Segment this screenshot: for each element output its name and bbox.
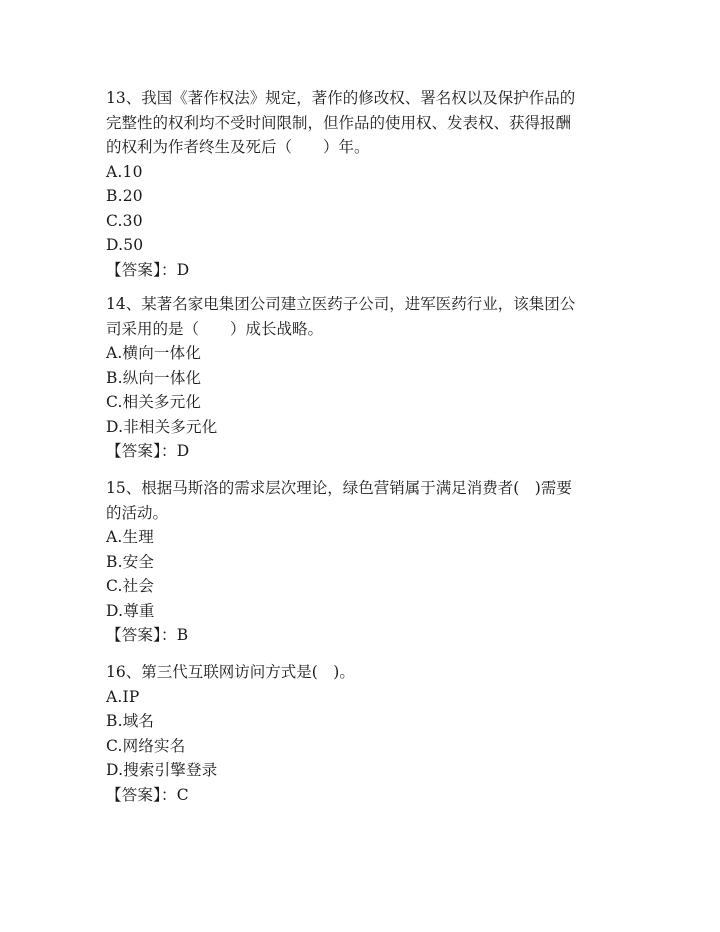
question-stem-line: 完整性的权利均不受时间限制，但作品的使用权、发表权、获得报酬 (106, 113, 572, 132)
option-c: C.网络实名 (106, 736, 186, 755)
option-b: B.域名 (106, 712, 155, 730)
answer-line: 【答案】：B (106, 626, 189, 644)
answer-line: 【答案】：C (106, 785, 189, 804)
option-c: C.社会 (106, 577, 155, 595)
question-stem-line: 的权利为作者终生及死后（ ）年。 (106, 138, 370, 156)
option-d: D.尊重 (106, 601, 155, 620)
option-b: B.纵向一体化 (106, 368, 202, 387)
option-a: A.生理 (106, 528, 154, 546)
question-16 (106, 660, 612, 807)
question-stem-line: 13、我国《著作权法》规定，著作的修改权、署名权以及保护作品的 (106, 89, 576, 107)
question-15 (106, 476, 612, 648)
option-d: D.50 (106, 236, 144, 254)
question-stem-line: 16、第三代互联网访问方式是( )。 (106, 663, 355, 681)
option-d: D.搜索引擎登录 (106, 761, 218, 779)
answer-line: 【答案】：D (106, 442, 190, 460)
answer-line: 【答案】：D (106, 260, 190, 279)
option-b: B.安全 (106, 552, 155, 571)
question-stem-line: 的活动。 (106, 503, 169, 522)
option-b: B.20 (106, 187, 143, 205)
option-c: C.30 (106, 211, 143, 230)
question-stem-line: 15、根据马斯洛的需求层次理论，绿色营销属于满足消费者( )需要 (106, 479, 572, 497)
option-a: A.横向一体化 (106, 344, 202, 362)
option-d: D.非相关多元化 (106, 417, 218, 436)
option-c: C.相关多元化 (106, 393, 202, 411)
question-13 (106, 86, 612, 282)
option-a: A.IP (106, 687, 140, 706)
option-a: A.10 (106, 162, 143, 181)
question-stem-line: 14、某著名家电集团公司建立医药子公司，进军医药行业，该集团公 (106, 295, 576, 313)
question-stem-line: 司采用的是（ ）成长战略。 (106, 319, 324, 338)
question-14 (106, 292, 612, 464)
